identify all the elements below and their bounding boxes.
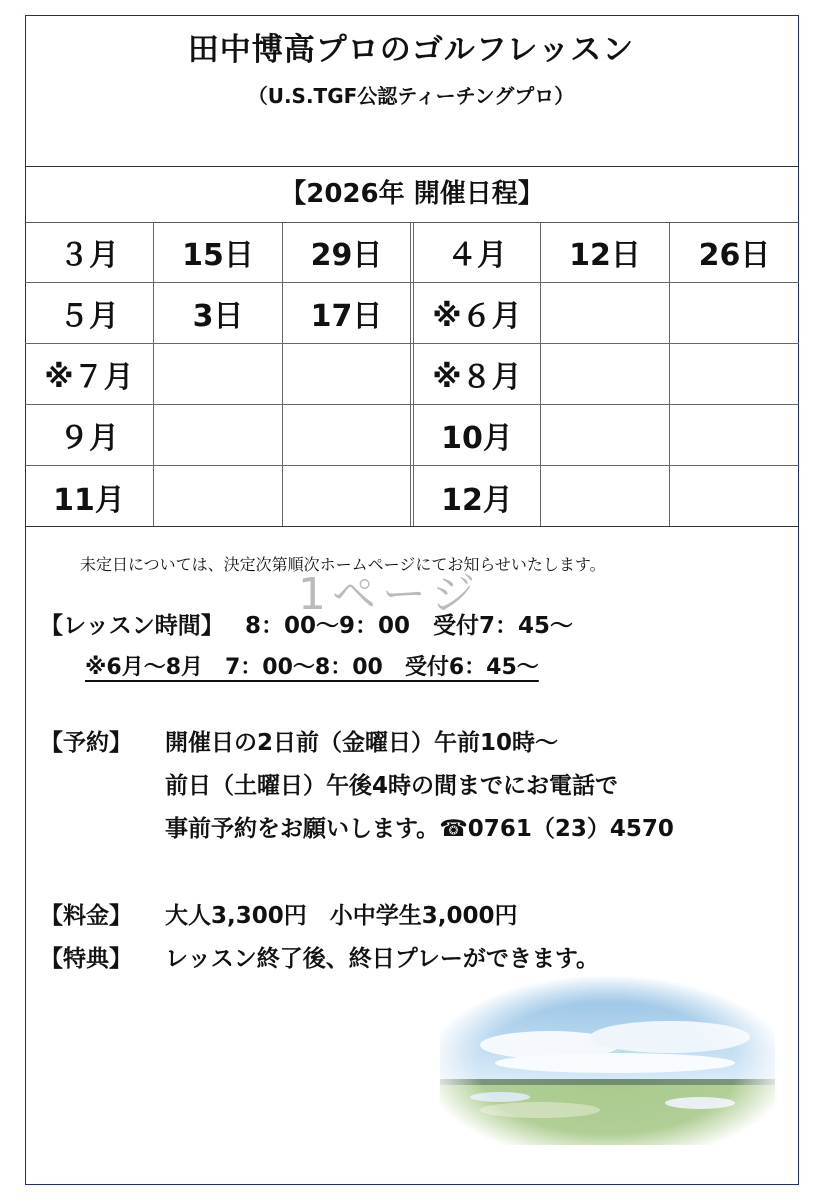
date-cell: [541, 344, 669, 404]
page-title: 田中博高プロのゴルフレッスン: [187, 32, 635, 68]
fee-label: 【料金】: [40, 903, 132, 929]
date-cell: [154, 344, 282, 404]
fee-text: 大人3,300円 小中学生3,000円: [165, 903, 518, 929]
date-cell: [283, 344, 410, 404]
page-watermark: 1ページ: [298, 569, 482, 620]
date-cell: 3日: [192, 299, 244, 334]
month-cell: 12月: [441, 482, 513, 518]
reservation-line-3: 事前予約をお願いします。☎0761（23）4570: [165, 816, 674, 842]
month-cell: ※７月: [44, 360, 134, 395]
date-cell: [541, 466, 669, 527]
month-cell: ※６月: [432, 299, 522, 334]
date-cell: [283, 466, 410, 527]
reservation-line-2: 前日（土曜日）午後4時の間までにお電話で: [165, 773, 619, 799]
summer-time-note: ※6月〜8月 7：00〜8：00 受付6：45〜: [85, 655, 539, 680]
date-cell: [154, 466, 282, 527]
date-cell: [670, 405, 799, 465]
date-cell: [541, 283, 669, 343]
date-cell: [154, 405, 282, 465]
date-cell: [670, 466, 799, 527]
month-cell: ５月: [59, 299, 119, 334]
page-subtitle: （U.S.TGF公認ティーチングプロ）: [247, 84, 575, 108]
schedule-table: [25, 166, 799, 527]
lesson-time-value: 8：00〜9：00 受付7：45〜: [245, 613, 574, 639]
month-cell: 10月: [441, 421, 513, 456]
date-cell: 29日: [310, 238, 383, 273]
schedule-heading: 【2026年 開催日程】: [25, 167, 799, 223]
date-cell: [670, 344, 799, 404]
month-cell: ４月: [447, 238, 507, 273]
date-cell: 12日: [569, 238, 641, 273]
golf-course-image: [440, 975, 775, 1145]
date-cell: [283, 405, 410, 465]
lesson-time-label: 【レッスン時間】: [40, 613, 224, 639]
date-cell: 26日: [698, 238, 771, 273]
notice-text: 未定日については、決定次第順次ホームページにてお知らせいたします。: [80, 555, 606, 574]
reservation-line-1: 開催日の2日前（金曜日）午前10時〜: [165, 730, 559, 756]
date-cell: 15日: [182, 238, 254, 273]
date-cell: [541, 405, 669, 465]
month-cell: 11月: [53, 482, 125, 518]
benefit-text: レッスン終了後、終日プレーができます。: [165, 946, 600, 972]
benefit-label: 【特典】: [40, 946, 132, 972]
month-cell: ３月: [59, 238, 119, 273]
month-cell: ※８月: [432, 360, 522, 395]
date-cell: 17日: [310, 299, 383, 334]
reservation-label: 【予約】: [40, 730, 132, 756]
date-cell: [670, 283, 799, 343]
month-cell: ９月: [59, 421, 119, 456]
